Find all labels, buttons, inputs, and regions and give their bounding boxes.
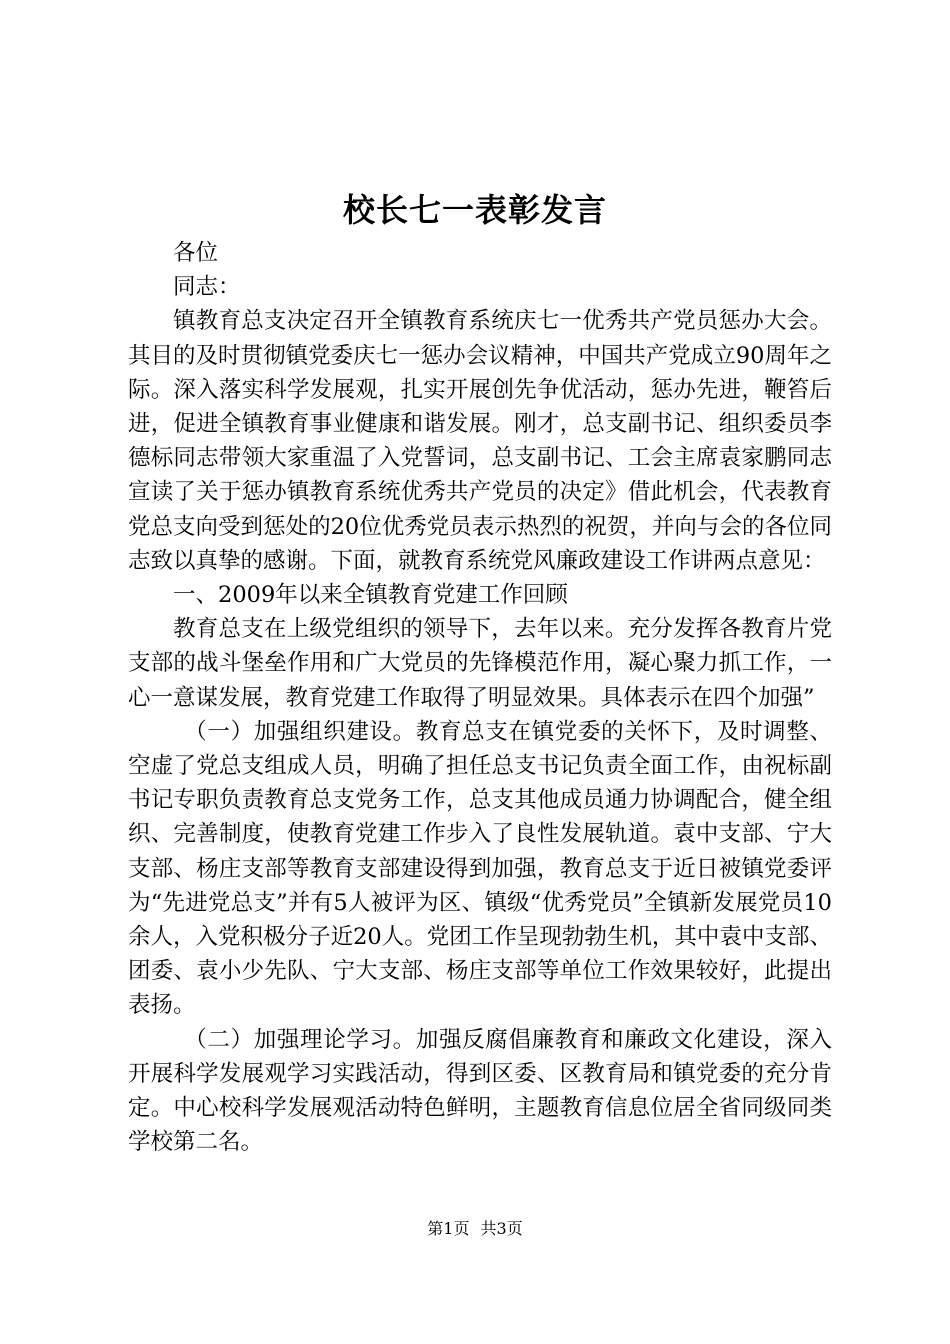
theory-paragraph: （二）加强理论学习。加强反腐倡廉教育和廉政文化建设，深入开展科学发展观学习实践活动，得到区委、区教育局和镇党委的充分肯定。中心校科学发展观活动特色鲜明，主题教育信息位居全省同级同类学校第二名。: [128, 1026, 832, 1156]
page-total: 共3页: [480, 1219, 523, 1238]
document-body: [128, 236, 832, 1159]
section-heading: 一、2009年以来全镇教育党建工作回顾: [173, 582, 568, 609]
organization-paragraph: （一）加强组织建设。教育总支在镇党委的关怀下，及时调整、空虚了党总支组成人员，明确了担任总支书记负责全面工作，由祝标副书记专职负责教育总支党务工作，总支其他成员通力协调配合，健全组织、完善制度，使教育党建工作步入了良性发展轨道。袁中支部、宁大支部、杨庄支部等教育支部建设得到加强，教育总支于近日被镇党委评为“先进党总支”并有5人被评为区、镇级“优秀党员”全镇新发展党员10余人，入党积极分子近20人。党团工作呈现勃勃生机，其中袁中支部、团委、袁小少先队、宁大支部、杨庄支部等单位工作效果较好，此提出表扬。: [128, 718, 832, 1019]
intro-paragraph: 镇教育总支决定召开全镇教育系统庆七一优秀共产党员惩办大会。其目的及时贯彻镇党委庆七一惩办会议精神，中国共产党成立90周年之际。深入落实科学发展观，扎实开展创先争优活动，惩办先进，鞭笞后进，促进全镇教育事业健康和谐发展。刚才，总支副书记、组织委员李德标同志带领大家重温了入党誓词，总支副书记、工会主席袁家鹏同志宣读了关于惩办镇教育系统优秀共产党员的决定》借此机会，代表教育党总支向受到惩处的20位优秀党员表示热烈的祝贺，并向与会的各位同志致以真挚的感谢。下面，就教育系统党风廉政建设工作讲两点意见：: [128, 308, 832, 574]
salutation-line-2: 同志：: [173, 274, 241, 301]
page-number: 第1页: [427, 1219, 470, 1238]
page-footer: [0, 1217, 950, 1241]
salutation-line-1: 各位: [173, 240, 219, 266]
review-paragraph: 教育总支在上级党组织的领导下，去年以来。充分发挥各教育片党支部的战斗堡垒作用和广大党员的先锋模范作用，凝心聚力抓工作，一心一意谋发展，教育党建工作取得了明显效果。具体表示在四个加强”: [128, 616, 832, 711]
document-title: 校长七一表彰发言: [342, 191, 607, 229]
